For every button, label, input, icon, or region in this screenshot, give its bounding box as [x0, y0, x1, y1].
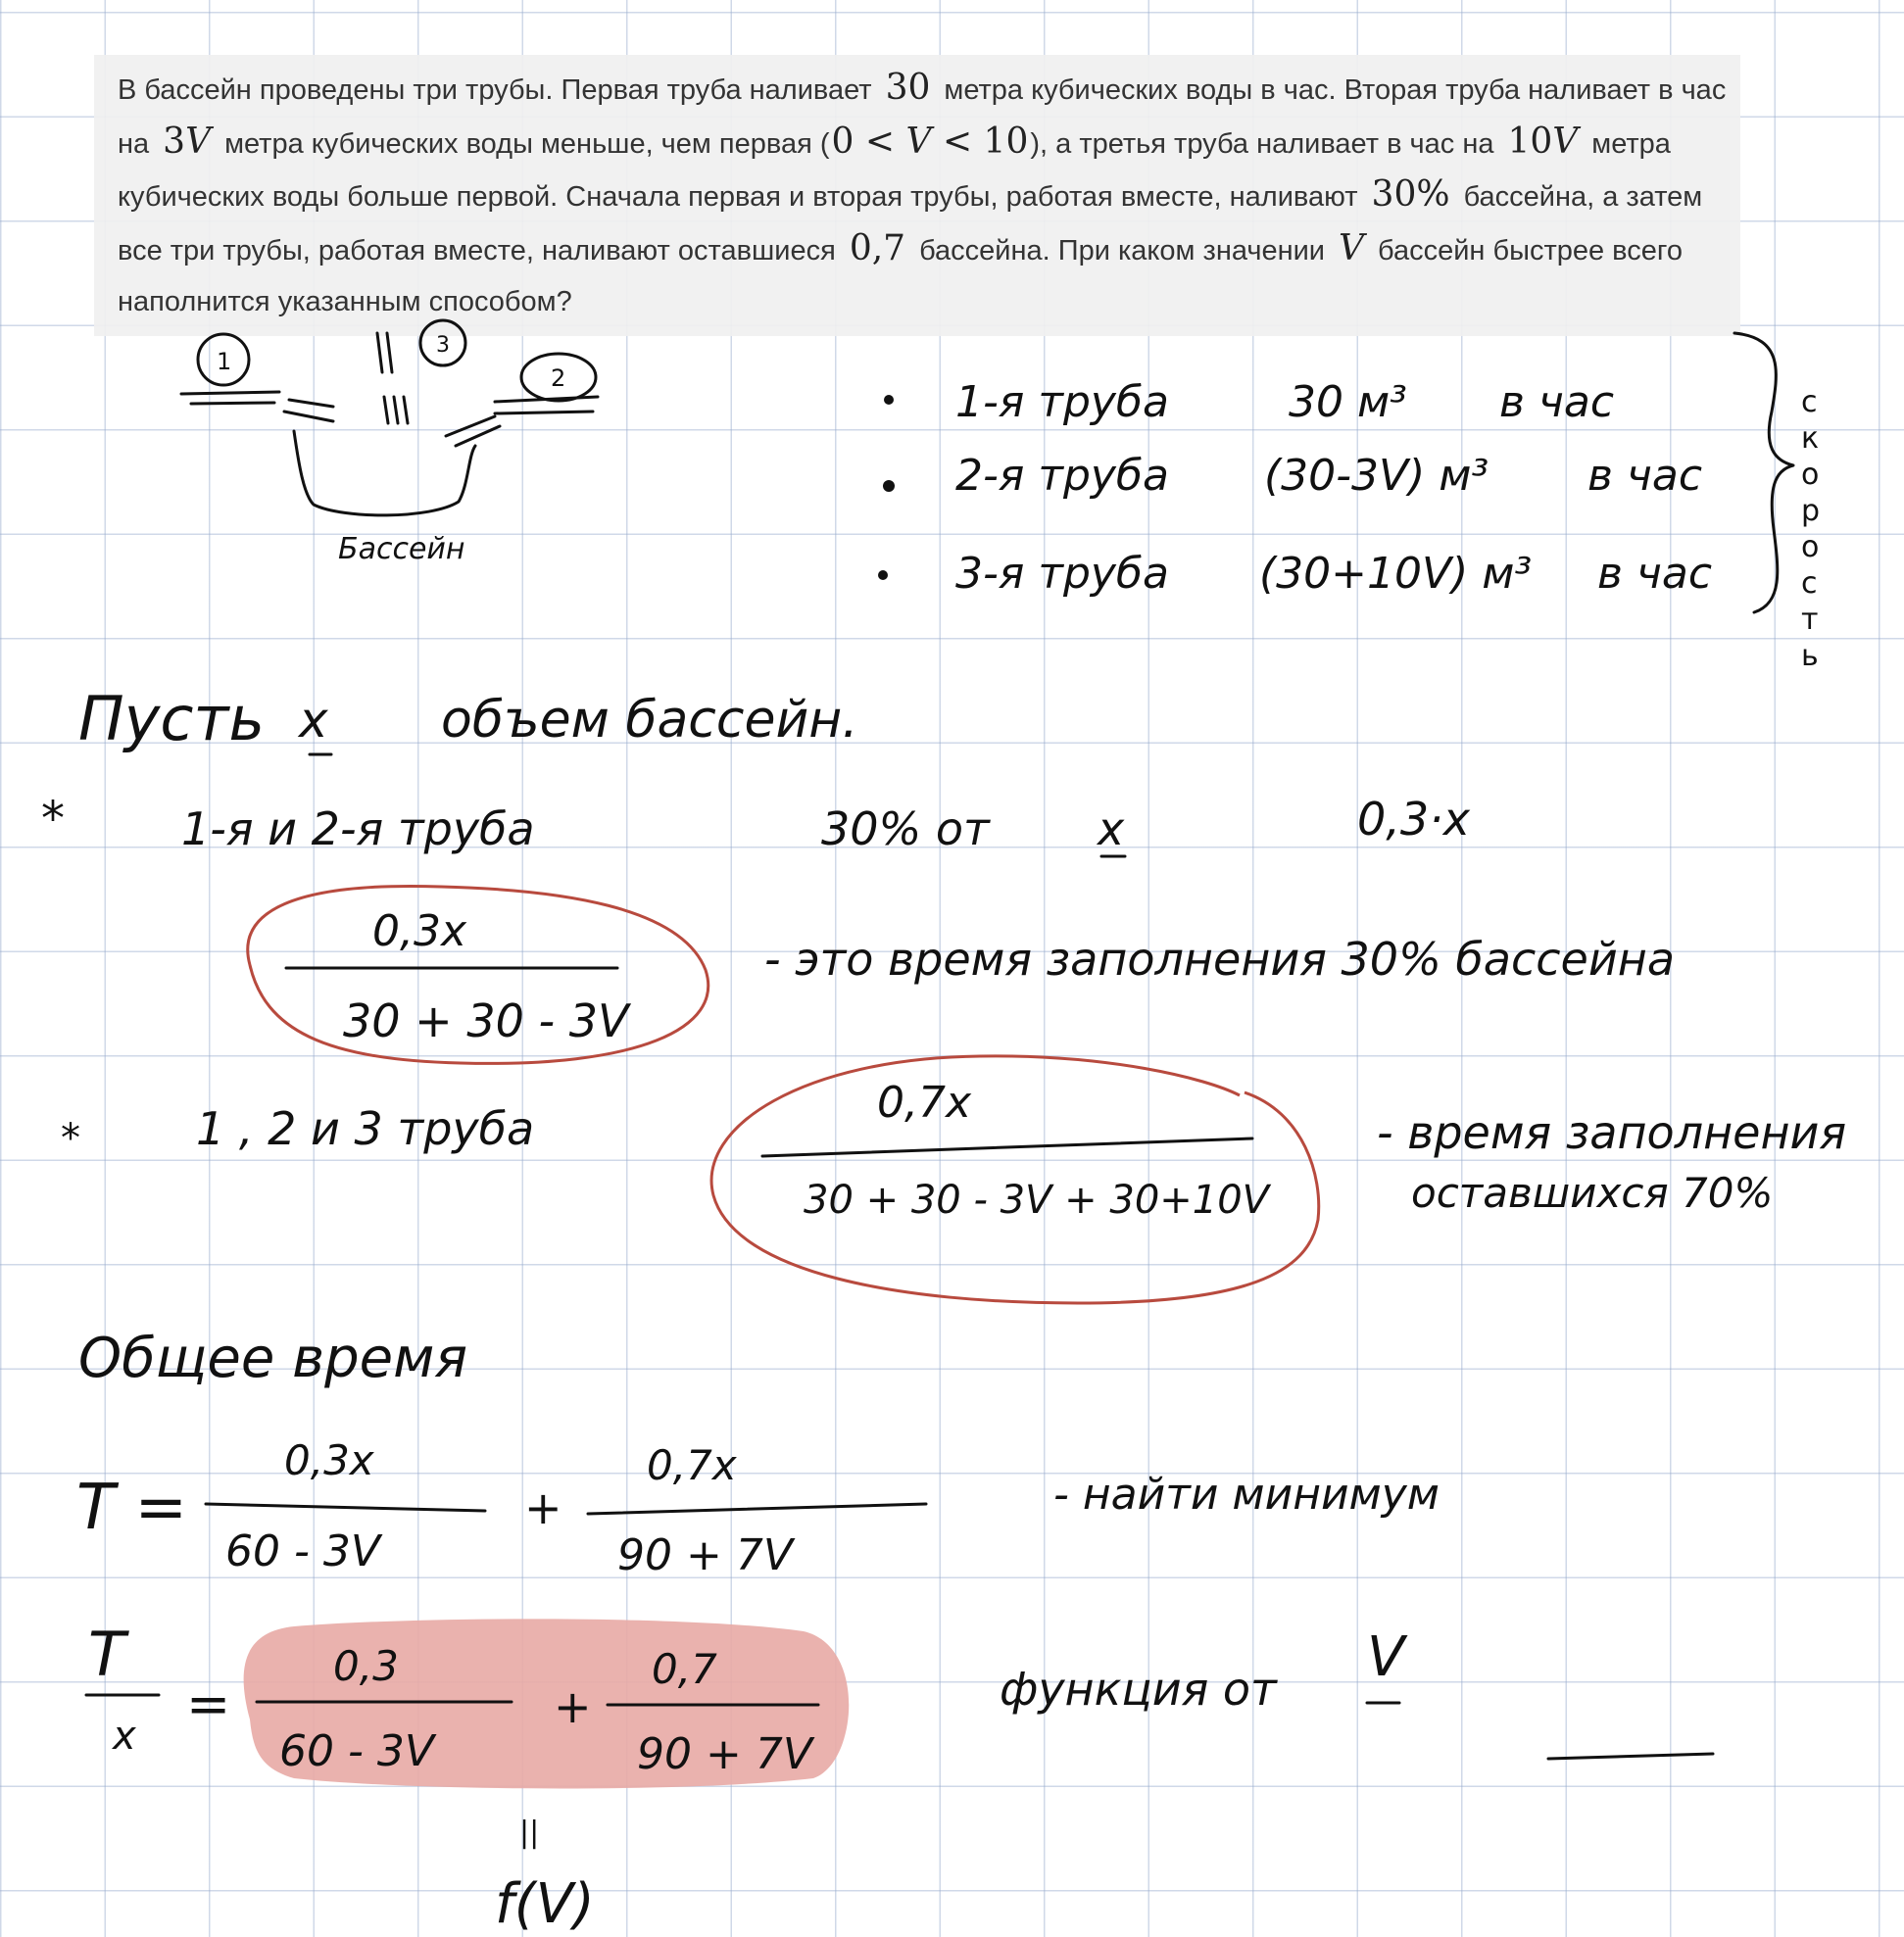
ratio-f-of-v: f(V): [495, 1872, 595, 1936]
step-1-star: *: [41, 792, 65, 847]
fraction-2-description-1: - время заполнения: [1377, 1106, 1847, 1159]
let-rest: объем бассейн.: [441, 691, 858, 750]
step-1-pct: 30% от: [821, 802, 990, 855]
ratio-equivalence: ||: [519, 1816, 540, 1850]
total-time: [76, 1327, 1440, 1580]
brace-label: [1801, 385, 1820, 673]
rate-3-name: 3-я труба: [955, 549, 1170, 599]
t-denominator-2: 90 + 7V: [617, 1530, 793, 1580]
rate-1-per: в час: [1499, 377, 1615, 427]
pipe-1-number: 1: [217, 348, 232, 375]
brace-letter-8: ь: [1801, 639, 1819, 673]
t-bar-2: [588, 1504, 926, 1514]
math-v-var: V: [1339, 227, 1365, 268]
ratio-denominator-1: 60 - 3V: [279, 1726, 434, 1776]
fraction-2-description-2: оставшихся 70%: [1411, 1169, 1774, 1217]
fraction-1-numerator: 0,3x: [372, 906, 467, 956]
pool-label: Бассейн: [338, 532, 465, 566]
fraction-2-numerator: 0,7x: [877, 1078, 972, 1128]
ratio-denominator-2: 90 + 7V: [637, 1729, 812, 1779]
pipe-1-shape: [181, 392, 279, 404]
rate-2-per: в час: [1587, 451, 1703, 501]
pipe-2-shape: [495, 397, 598, 413]
ratio-lhs-denominator: x: [113, 1714, 136, 1759]
problem-seg-2: метра кубических воды в час. Вторая труба наливает в час на: [118, 74, 1727, 160]
brace-letter-5: о: [1801, 530, 1820, 564]
rate-2-value: (30-3V) м³: [1264, 451, 1489, 501]
step-2: [61, 1102, 534, 1161]
math-10v-coef: 10: [1507, 121, 1553, 162]
problem-seg-5: метра кубических воды больше первой. Сначала первая и вторая трубы, работая вместе, наливают: [118, 127, 1671, 213]
rate-2-name: 2-я труба: [955, 451, 1170, 501]
step-2-star: *: [61, 1116, 80, 1161]
math-range-right: < 10: [942, 121, 1029, 162]
pipe-1-stream: [284, 400, 333, 421]
fraction-2: [711, 1056, 1846, 1303]
let-word: Пусть: [78, 683, 266, 754]
math-3v-var: V: [185, 121, 212, 162]
ratio-long-dash: [1548, 1754, 1713, 1759]
t-description: - найти минимум: [1053, 1470, 1440, 1520]
rate-1-value: 30 м³: [1289, 377, 1407, 427]
step-1-value: 0,3·x: [1357, 793, 1470, 846]
ratio-variable: V: [1367, 1625, 1405, 1689]
ratio-equals: =: [186, 1673, 231, 1735]
ratio-numerator-2: 0,7: [652, 1645, 717, 1693]
problem-seg-1: В бассейн проведены три трубы. Первая труба наливает: [118, 74, 872, 106]
t-bar-1: [206, 1504, 485, 1511]
step-1-pipes: 1-я и 2-я труба: [181, 802, 535, 855]
math-30pct: 30%: [1371, 174, 1450, 215]
step-1-var: x: [1098, 802, 1125, 855]
rate-1-name: 1-я труба: [955, 377, 1170, 427]
brace-letter-7: т: [1801, 603, 1819, 637]
problem-seg-4: ), а третья труба наливает в час на: [1030, 127, 1494, 160]
problem-seg-6: бассейна, а затем все три трубы, работая вместе, наливают оставшиеся: [118, 181, 1703, 266]
brace-letter-1: с: [1801, 385, 1818, 419]
rates-brace: [1734, 333, 1793, 612]
pool-outline: [294, 431, 475, 515]
rates-list: [878, 333, 1820, 673]
problem-seg-3: метра кубических воды меньше, чем первая (: [224, 127, 830, 160]
pipe-2-number: 2: [551, 364, 566, 392]
brace-letter-2: к: [1801, 421, 1820, 456]
t-numerator-2: 0,7x: [647, 1441, 737, 1489]
brace-letter-6: с: [1801, 566, 1818, 601]
let-line: [78, 683, 858, 754]
bullet-3: [878, 570, 888, 580]
t-plus: +: [524, 1481, 562, 1534]
rate-3-per: в час: [1597, 549, 1713, 599]
pipe-3-shape: [377, 333, 392, 372]
ratio-numerator-1: 0,3: [333, 1642, 399, 1690]
bullet-2: [883, 480, 895, 492]
step-1: [41, 792, 1471, 856]
ratio-description: функция от: [1000, 1663, 1277, 1716]
math-10v-var: V: [1552, 121, 1579, 162]
fraction-1: [248, 886, 1675, 1063]
brace-letter-3: о: [1801, 458, 1820, 492]
ratio-lhs-numerator: T: [88, 1619, 125, 1690]
fraction-2-denominator: 30 + 30 - 3V + 30+10V: [804, 1178, 1270, 1223]
bullet-1: [884, 395, 894, 405]
brace-letter-4: р: [1801, 494, 1821, 528]
t-lhs: T =: [76, 1472, 188, 1544]
math-3v-coef: 3: [163, 121, 186, 162]
fraction-1-description: - это время заполнения 30% бассейна: [764, 933, 1676, 986]
rate-3-value: (30+10V) м³: [1259, 549, 1533, 599]
fraction-1-denominator: 30 + 30 - 3V: [343, 994, 629, 1047]
problem-seg-7: бассейна. При каком значении: [919, 234, 1326, 266]
problem-seg-8: бассейн быстрее всего наполнится указанным способом?: [118, 234, 1683, 317]
fraction-2-bar: [762, 1138, 1252, 1156]
math-30: 30: [885, 68, 931, 108]
ratio-function: [86, 1619, 1713, 1936]
ratio-plus: +: [554, 1680, 592, 1733]
t-numerator-1: 0,3x: [284, 1436, 374, 1484]
math-range-left: 0 <: [831, 121, 896, 162]
math-range-var: V: [905, 121, 932, 162]
t-denominator-1: 60 - 3V: [225, 1526, 380, 1576]
math-0-7: 0,7: [849, 227, 906, 268]
pipe-3-number: 3: [436, 333, 450, 358]
total-time-title: Общее время: [78, 1327, 468, 1390]
pipe-2-stream: [446, 416, 500, 446]
pool-sketch: [181, 320, 598, 566]
step-2-pipes: 1 , 2 и 3 труба: [196, 1102, 535, 1155]
let-var: x: [299, 692, 328, 749]
pipe-3-stream: [384, 397, 408, 423]
